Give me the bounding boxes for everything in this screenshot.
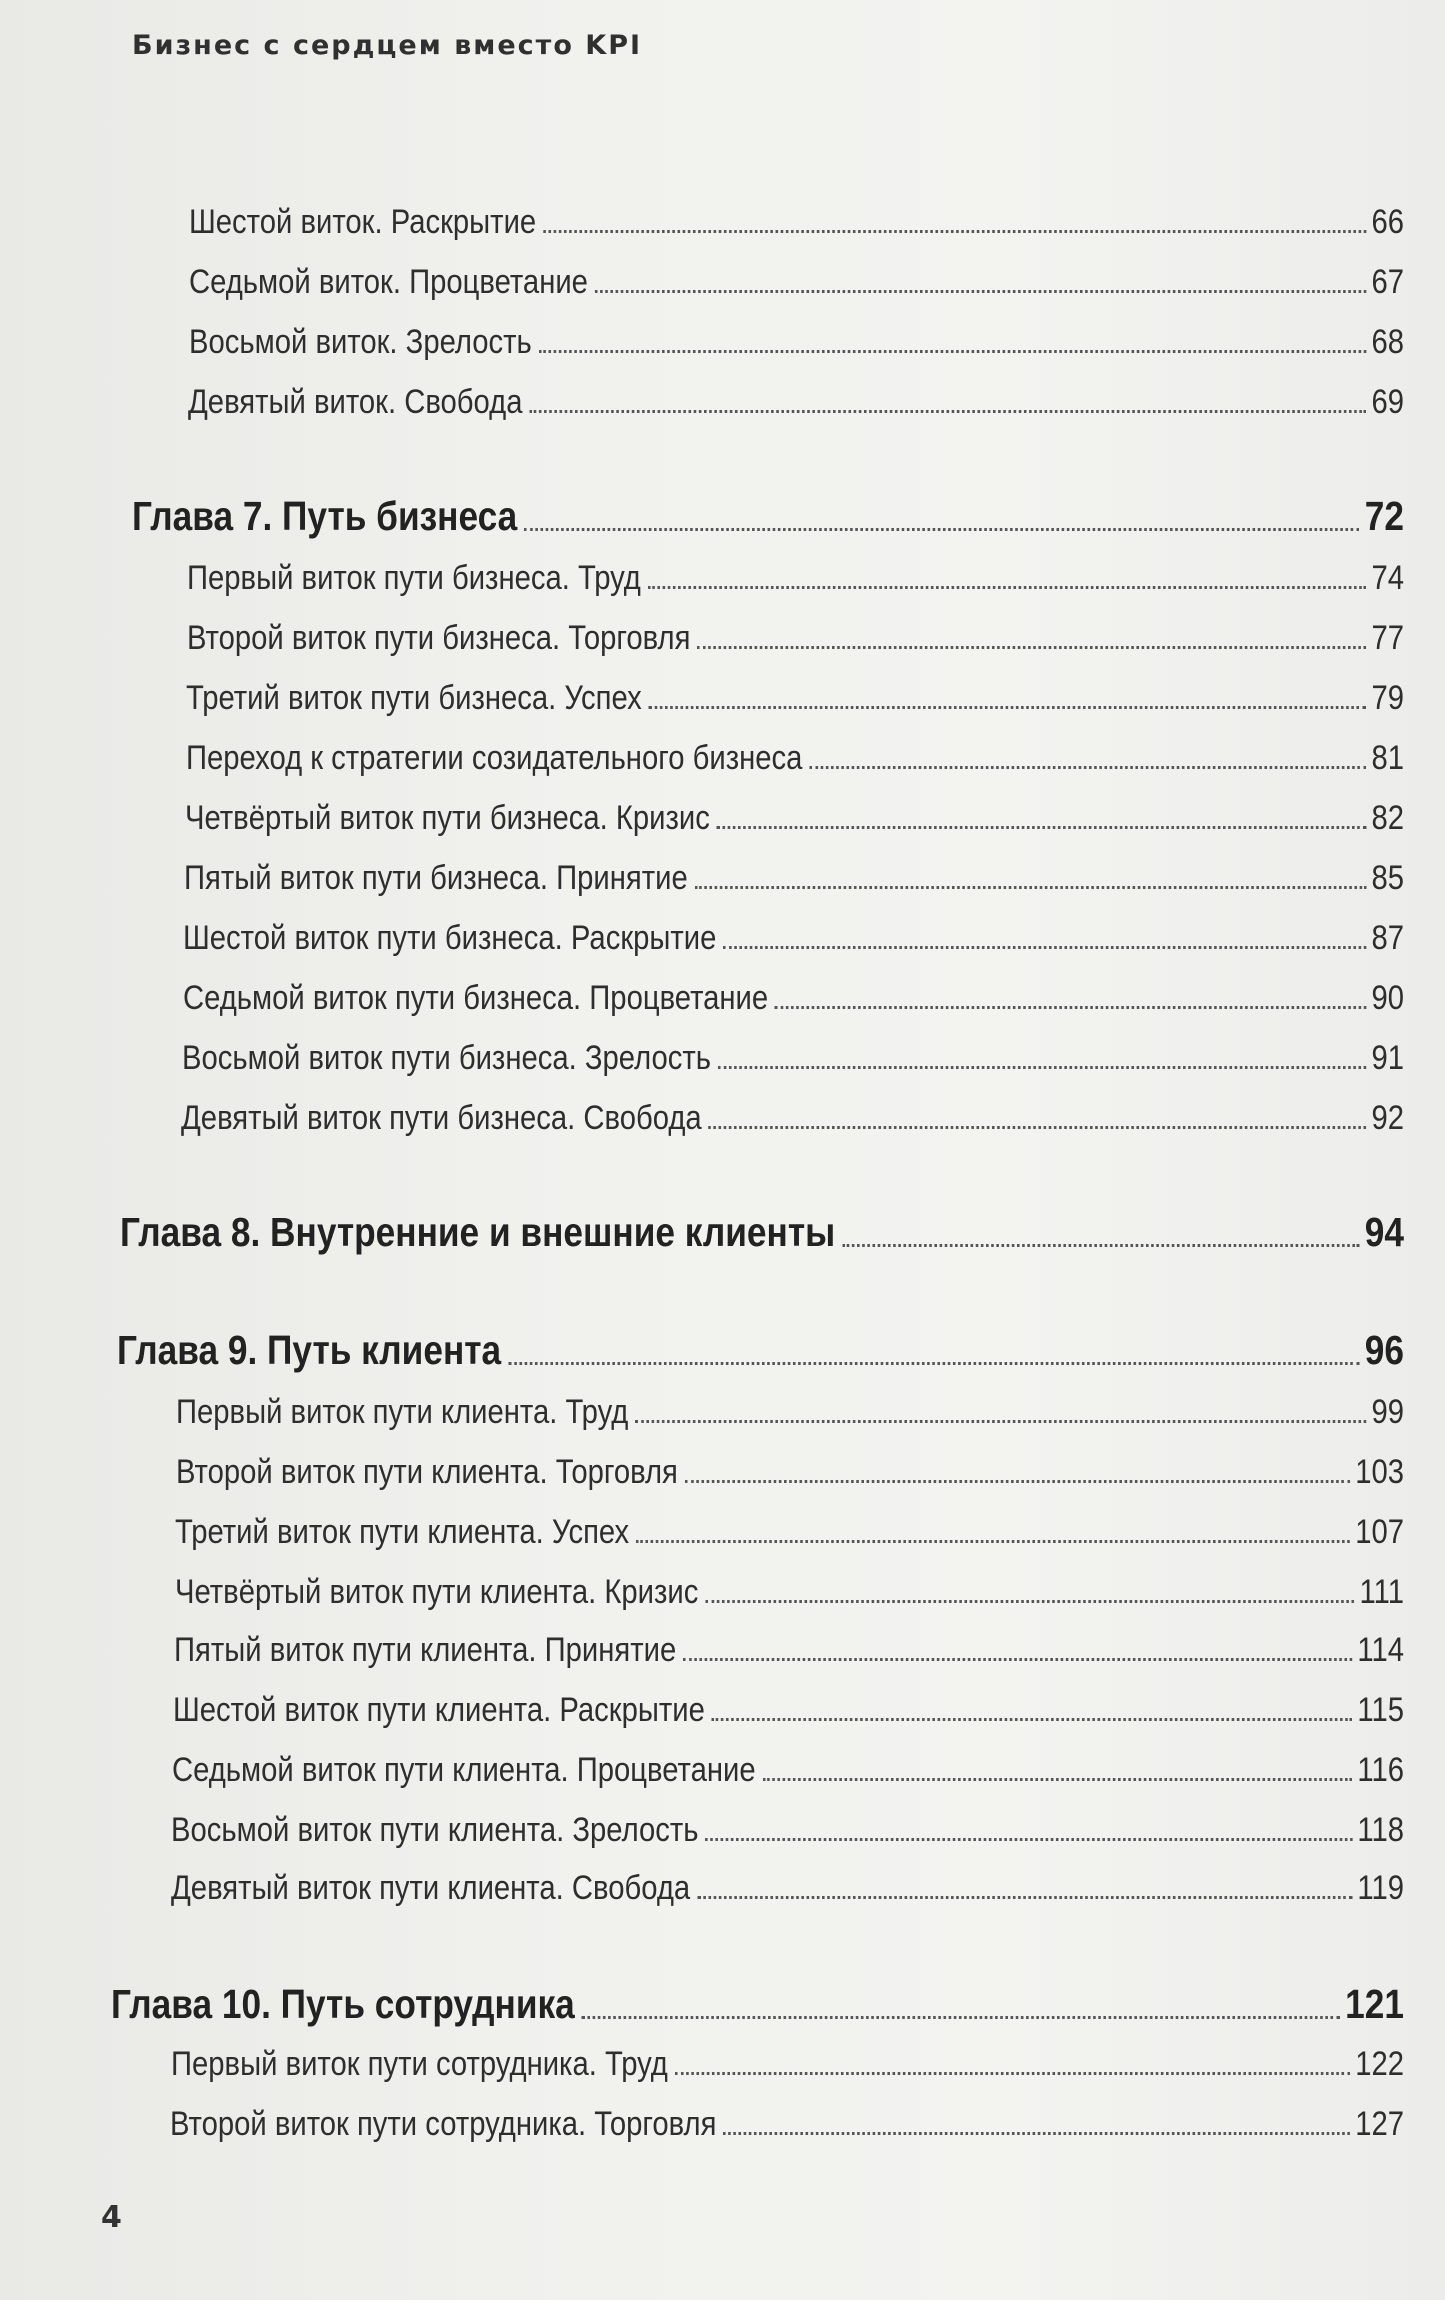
toc-entry-title: Седьмой виток пути бизнеса. Процветание <box>183 979 769 1017</box>
toc-entry-page: 122 <box>1355 2045 1404 2083</box>
toc-section-entry <box>174 1626 1404 1670</box>
toc-section-entry <box>184 854 1404 898</box>
toc-section-entry <box>171 1864 1404 1908</box>
toc-entry-title: Шестой виток. Раскрытие <box>189 203 537 241</box>
toc-section-entry <box>170 2100 1404 2144</box>
toc-chapter-entry <box>111 1976 1404 2028</box>
toc-entry-title: Девятый виток. Свобода <box>188 383 523 421</box>
toc-dot-leader <box>712 1718 1352 1721</box>
toc-entry-title: Второй виток пути клиента. Торговля <box>176 1453 678 1491</box>
toc-section-entry <box>186 734 1404 778</box>
toc-dot-leader <box>762 1778 1352 1781</box>
toc-dot-leader <box>697 646 1366 649</box>
toc-entry-title: Переход к стратегии созидательного бизнеса <box>186 739 803 777</box>
toc-entry-title: Первый виток пути клиента. Труд <box>176 1393 629 1431</box>
toc-entry-page: 72 <box>1364 493 1404 539</box>
toc-dot-leader <box>705 1600 1354 1603</box>
toc-dot-leader <box>775 1006 1366 1009</box>
toc-entry-title: Глава 10. Путь сотрудника <box>111 1981 575 2027</box>
toc-section-entry <box>189 258 1404 302</box>
toc-dot-leader <box>529 410 1366 413</box>
toc-entry-title: Второй виток пути бизнеса. Торговля <box>187 619 691 657</box>
toc-dot-leader <box>695 886 1367 889</box>
toc-entry-page: 111 <box>1359 1573 1404 1611</box>
toc-entry-page: 69 <box>1371 383 1404 421</box>
toc-entry-page: 94 <box>1364 1209 1404 1255</box>
toc-entry-page: 82 <box>1371 799 1404 837</box>
toc-entry-page: 91 <box>1371 1039 1404 1077</box>
toc-entry-page: 92 <box>1371 1099 1404 1137</box>
toc-entry-title: Седьмой виток. Процветание <box>189 263 588 301</box>
toc-entry-page: 114 <box>1357 1631 1404 1669</box>
toc-section-entry <box>187 614 1404 658</box>
toc-entry-page: 119 <box>1357 1869 1404 1907</box>
toc-section-entry <box>182 1034 1404 1078</box>
toc-entry-title: Восьмой виток пути бизнеса. Зрелость <box>182 1039 711 1077</box>
toc-dot-leader <box>718 1066 1366 1069</box>
toc-entry-title: Первый виток пути бизнеса. Труд <box>187 559 641 597</box>
toc-entry-title: Третий виток пути клиента. Успех <box>175 1513 630 1551</box>
toc-dot-leader <box>543 230 1366 233</box>
toc-dot-leader <box>683 1658 1352 1661</box>
toc-dot-leader <box>636 1540 1350 1543</box>
toc-dot-leader <box>705 1838 1352 1841</box>
toc-entry-title: Девятый виток пути бизнеса. Свобода <box>181 1099 702 1137</box>
toc-entry-title: Глава 7. Путь бизнеса <box>132 493 518 539</box>
toc-entry-page: 68 <box>1371 323 1404 361</box>
toc-entry-page: 90 <box>1371 979 1404 1017</box>
toc-entry-title: Четвёртый виток пути бизнеса. Кризис <box>185 799 710 837</box>
toc-entry-title: Четвёртый виток пути клиента. Кризис <box>175 1573 699 1611</box>
toc-chapter-entry <box>117 1322 1404 1374</box>
toc-dot-leader <box>685 1480 1350 1483</box>
toc-entry-page: 107 <box>1355 1513 1404 1551</box>
toc-section-entry <box>186 674 1404 718</box>
toc-entry-page: 99 <box>1371 1393 1404 1431</box>
toc-dot-leader <box>649 706 1367 709</box>
toc-entry-title: Шестой виток пути клиента. Раскрытие <box>173 1691 705 1729</box>
toc-section-entry <box>173 1686 1404 1730</box>
toc-entry-page: 118 <box>1357 1811 1404 1849</box>
toc-dot-leader <box>508 1362 1360 1365</box>
toc-entry-page: 103 <box>1355 1453 1404 1491</box>
toc-entry-title: Первый виток пути сотрудника. Труд <box>171 2045 668 2083</box>
toc-dot-leader <box>595 290 1366 293</box>
toc-entry-title: Пятый виток пути клиента. Принятие <box>174 1631 677 1669</box>
toc-section-entry <box>172 1746 1404 1790</box>
toc-entry-page: 66 <box>1371 203 1404 241</box>
toc-entry-title: Восьмой виток пути клиента. Зрелость <box>171 1811 699 1849</box>
toc-entry-page: 87 <box>1371 919 1404 957</box>
toc-chapter-entry <box>120 1204 1404 1256</box>
toc-entry-page: 79 <box>1371 679 1404 717</box>
toc-dot-leader <box>697 1896 1352 1899</box>
toc-entry-title: Восьмой виток. Зрелость <box>189 323 532 361</box>
toc-dot-leader <box>635 1420 1366 1423</box>
toc-dot-leader <box>709 1126 1367 1129</box>
toc-section-entry <box>189 198 1404 242</box>
toc-dot-leader <box>717 826 1367 829</box>
running-header: Бизнес с сердцем вместо KPI <box>132 30 643 61</box>
toc-entry-page: 81 <box>1371 739 1404 777</box>
toc-entry-title: Глава 8. Внутренние и внешние клиенты <box>120 1209 836 1255</box>
toc-entry-page: 77 <box>1371 619 1404 657</box>
toc-entry-title: Седьмой виток пути клиента. Процветание <box>172 1751 756 1789</box>
toc-dot-leader <box>809 766 1366 769</box>
toc-entry-page: 74 <box>1371 559 1404 597</box>
toc-section-entry <box>185 794 1404 838</box>
toc-dot-leader <box>539 350 1367 353</box>
toc-section-entry <box>171 1806 1404 1850</box>
toc-entry-title: Шестой виток пути бизнеса. Раскрытие <box>183 919 717 957</box>
toc-dot-leader <box>582 2016 1340 2019</box>
toc-entry-page: 96 <box>1364 1327 1404 1373</box>
toc-section-entry <box>171 2040 1404 2084</box>
toc-entry-title: Пятый виток пути бизнеса. Принятие <box>184 859 688 897</box>
toc-section-entry <box>175 1568 1404 1612</box>
toc-section-entry <box>176 1448 1404 1492</box>
toc-section-entry <box>189 318 1404 362</box>
toc-dot-leader <box>842 1244 1360 1247</box>
toc-entry-page: 121 <box>1345 1981 1404 2027</box>
toc-dot-leader <box>723 2132 1350 2135</box>
toc-entry-title: Девятый виток пути клиента. Свобода <box>171 1869 691 1907</box>
toc-dot-leader <box>723 946 1366 949</box>
toc-section-entry <box>183 974 1404 1018</box>
toc-dot-leader <box>675 2072 1350 2075</box>
toc-section-entry <box>183 914 1404 958</box>
toc-entry-page: 85 <box>1371 859 1404 897</box>
toc-entry-page: 115 <box>1357 1691 1404 1729</box>
toc-section-entry <box>187 554 1404 598</box>
toc-dot-leader <box>648 586 1367 589</box>
toc-entry-title: Второй виток пути сотрудника. Торговля <box>170 2105 717 2143</box>
page-number: 4 <box>101 2200 122 2235</box>
toc-entry-page: 67 <box>1371 263 1404 301</box>
toc-entry-title: Третий виток пути бизнеса. Успех <box>186 679 642 717</box>
toc-entry-page: 127 <box>1355 2105 1404 2143</box>
toc-entry-page: 116 <box>1357 1751 1404 1789</box>
toc-section-entry <box>176 1388 1404 1432</box>
toc-section-entry <box>188 378 1404 422</box>
toc-chapter-entry <box>132 488 1404 540</box>
toc-section-entry <box>181 1094 1404 1138</box>
toc-entry-title: Глава 9. Путь клиента <box>117 1327 502 1373</box>
toc-section-entry <box>175 1508 1404 1552</box>
toc-dot-leader <box>524 528 1359 531</box>
